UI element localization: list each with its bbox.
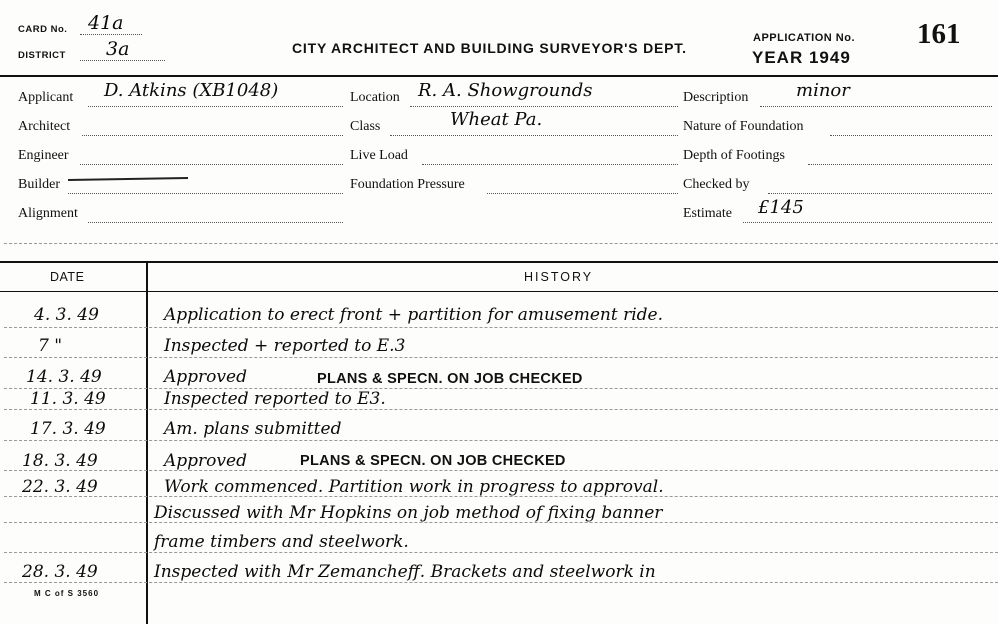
architect-label: Architect xyxy=(18,119,71,134)
district-value: 3a xyxy=(106,38,130,60)
description-line xyxy=(760,106,992,107)
application-no-label: APPLICATION No. xyxy=(753,32,856,44)
alignment-line xyxy=(88,222,343,223)
architect-line xyxy=(82,135,343,136)
date-header: DATE xyxy=(50,270,85,284)
applicant-line xyxy=(88,106,343,107)
history-row-date: 28. 3. 49 xyxy=(22,562,98,582)
applicant-value: D. Atkins (XB1048) xyxy=(104,80,279,101)
row-rule xyxy=(4,440,998,441)
checked-by-line xyxy=(768,193,992,194)
class-value: Wheat Pa. xyxy=(450,109,543,130)
builder-label: Builder xyxy=(18,177,60,192)
history-row-date: 17. 3. 49 xyxy=(30,419,106,439)
card-no-value: 41a xyxy=(88,12,124,34)
live-load-line xyxy=(422,164,678,165)
engineer-label: Engineer xyxy=(18,148,69,163)
foundation-pressure-line xyxy=(487,193,678,194)
applicant-label: Applicant xyxy=(18,90,74,105)
history-row-date: 4. 3. 49 xyxy=(34,305,99,325)
estimate-value: £145 xyxy=(758,197,804,218)
history-header: HISTORY xyxy=(524,270,594,284)
history-row-date: 18. 3. 49 xyxy=(22,451,98,471)
row-rule xyxy=(4,582,998,583)
history-row-text: Inspected + reported to E.3 xyxy=(164,336,406,356)
history-row-date: 7 " xyxy=(38,336,63,356)
approval-stamp: PLANS & SPECN. ON JOB CHECKED xyxy=(300,453,566,469)
builder-line xyxy=(68,193,343,194)
builder-strikeout xyxy=(68,177,188,181)
alignment-label: Alignment xyxy=(18,206,78,221)
history-row-text: Inspected with Mr Zemancheff. Brackets and steelwork in xyxy=(154,562,656,582)
fields-bottom-rule xyxy=(4,243,998,244)
history-row-text: Inspected reported to E3. xyxy=(164,389,386,409)
nature-of-foundation-line xyxy=(830,135,992,136)
depth-of-footings-label: Depth of Footings xyxy=(683,148,785,163)
live-load-label: Live Load xyxy=(350,148,408,163)
history-row-text: frame timbers and steelwork. xyxy=(154,532,409,552)
history-row-text: Application to erect front + partition for amusement ride. xyxy=(164,305,663,325)
history-row-date: 22. 3. 49 xyxy=(22,477,98,497)
nature-of-foundation-label: Nature of Foundation xyxy=(683,119,804,134)
form-code: M C of S 3560 xyxy=(34,589,100,598)
checked-by-label: Checked by xyxy=(683,177,750,192)
history-row-text: Discussed with Mr Hopkins on job method of fixing banner xyxy=(154,503,663,523)
row-rule xyxy=(4,357,998,358)
header-rule xyxy=(0,75,998,77)
row-rule xyxy=(4,327,998,328)
history-row-date: 11. 3. 49 xyxy=(30,389,106,409)
history-row-text: Approved xyxy=(164,451,247,471)
history-top-rule xyxy=(0,261,998,263)
history-row-date: 14. 3. 49 xyxy=(26,367,102,387)
class-line xyxy=(390,135,678,136)
row-rule xyxy=(4,552,998,553)
district-label: DISTRICT xyxy=(18,50,66,61)
engineer-line xyxy=(80,164,343,165)
district-line xyxy=(80,60,165,61)
estimate-line xyxy=(743,222,992,223)
year-label: YEAR 1949 xyxy=(752,48,851,67)
description-label: Description xyxy=(683,90,749,105)
history-row-text: Work commenced. Partition work in progress to approval. xyxy=(164,477,664,497)
row-rule xyxy=(4,470,998,471)
location-value: R. A. Showgrounds xyxy=(418,80,593,101)
class-label: Class xyxy=(350,119,381,134)
description-value: minor xyxy=(796,80,850,101)
approval-stamp: PLANS & SPECN. ON JOB CHECKED xyxy=(317,371,583,387)
department-title: CITY ARCHITECT AND BUILDING SURVEYOR'S DEPT. xyxy=(292,40,687,56)
history-header-rule xyxy=(0,291,998,292)
location-label: Location xyxy=(350,90,400,105)
estimate-label: Estimate xyxy=(683,206,732,221)
row-rule xyxy=(4,409,998,410)
date-column-divider xyxy=(146,263,148,624)
history-row-text: Approved xyxy=(164,367,247,387)
location-line xyxy=(410,106,678,107)
row-rule xyxy=(4,388,998,389)
application-no-value: 161 xyxy=(917,18,961,50)
history-row-text: Am. plans submitted xyxy=(164,419,342,439)
card-no-label: CARD No. xyxy=(18,24,68,35)
depth-of-footings-line xyxy=(808,164,992,165)
card-no-line xyxy=(80,34,142,35)
foundation-pressure-label: Foundation Pressure xyxy=(350,177,465,192)
